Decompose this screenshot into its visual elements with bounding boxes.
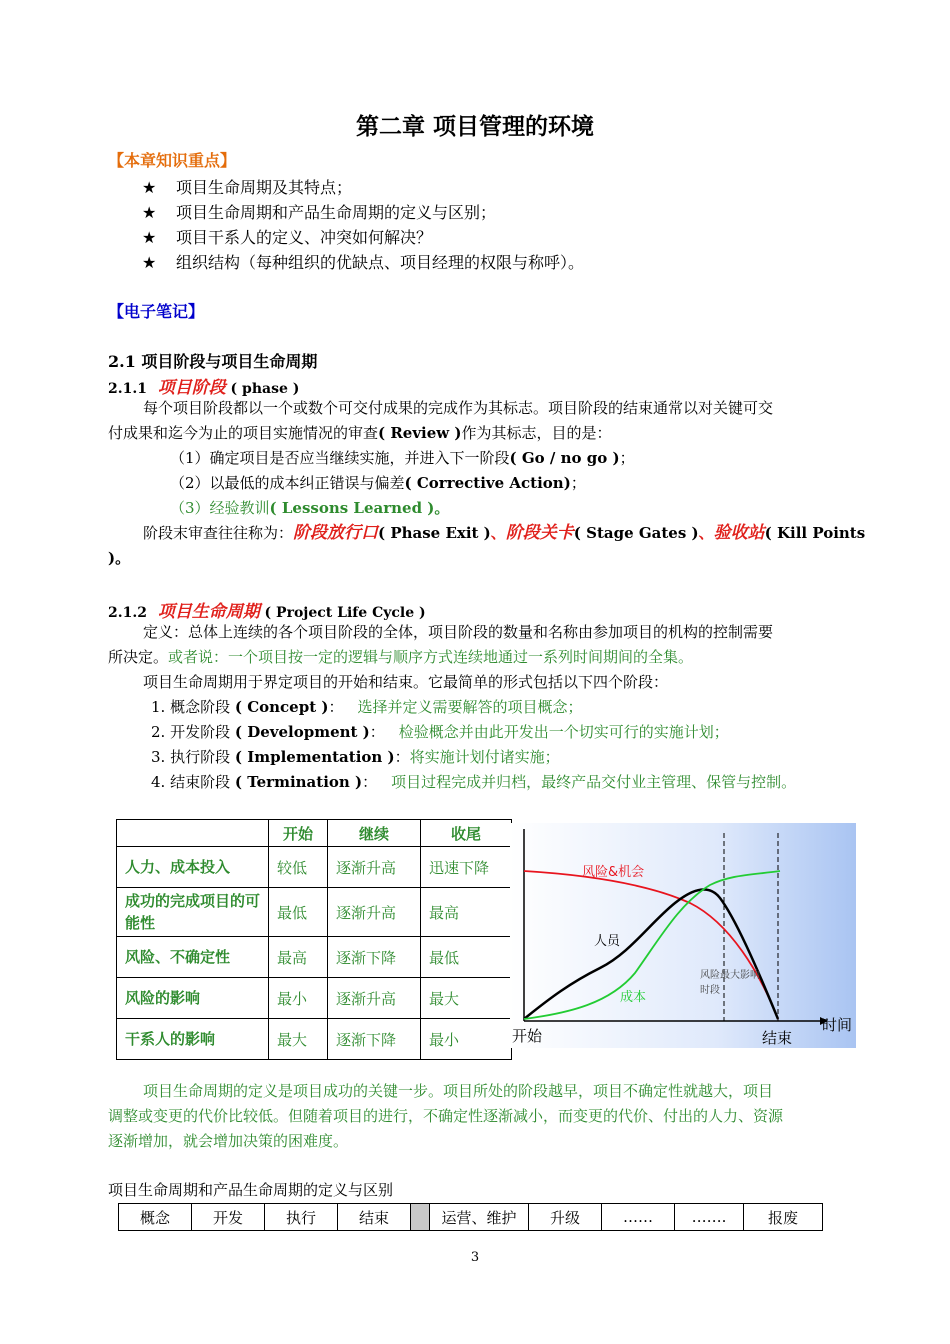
- lifecycle-def-line1: 定义：总体上连续的各个项目阶段的全体，项目阶段的数量和名称由参加项目的机构的控制需要: [143, 623, 774, 641]
- page-title: 第二章 项目管理的环境: [355, 114, 594, 140]
- phase-cell: 概念: [119, 1204, 192, 1231]
- phase-cell: 运营、维护: [430, 1204, 529, 1231]
- stage-item: 4. 结束阶段 ( Termination )： 项目过程完成并归档，最终产品交付业主管理、保管与控制。: [151, 773, 797, 791]
- section-2-1-1-heading: 2.1.1 项目阶段 ( phase ): [108, 378, 300, 398]
- closing-line1: 项目生命周期的定义是项目成功的关键一步。项目所处的阶段越早，项目不确定性就越大，项目: [143, 1082, 774, 1100]
- stage-item: 3. 执行阶段 ( Implementation )：将实施计划付诸实施；: [151, 748, 560, 766]
- lifecycle-curve-chart: [510, 823, 856, 1048]
- key-points-heading: 【本章知识重点】: [108, 151, 237, 170]
- lifecycle-def-line2: 所决定。或者说：一个项目按一定的逻辑与顺序方式连续地通过一系列时间期间的全集。: [108, 648, 694, 666]
- star-icon: ★: [142, 178, 157, 197]
- risk-max-label-2: 时段: [700, 985, 720, 996]
- end-label: 结束: [762, 1029, 793, 1047]
- purpose-item-1: （1）确定项目是否应当继续实施，并进入下一阶段( Go / no go )；: [170, 449, 635, 467]
- stage-item: 2. 开发阶段 ( Development )： 检验概念并由此开发出一个切实可行的实施计划；: [151, 723, 729, 741]
- stage-item: 1. 概念阶段 ( Concept )： 选择并定义需要解答的项目概念；: [151, 698, 583, 716]
- notes-heading: 【电子笔记】: [108, 302, 205, 321]
- table-row: [119, 1204, 823, 1231]
- para-phase-line2: 付成果和迄今为止的项目实施情况的审查( Review )作为其标志，目的是：: [108, 424, 612, 442]
- purpose-item-3: （3）经验教训( Lessons Learned )。: [170, 499, 450, 517]
- risk-max-label: 风险最大影响: [700, 970, 760, 981]
- section-2-1-heading: 2.1 项目阶段与项目生命周期: [108, 352, 318, 371]
- table-row: 干系人的影响 最大 逐渐下降 最小: [117, 1019, 512, 1060]
- phase-cell: 结束: [338, 1204, 411, 1231]
- table-row: 成功的完成项目的可能性 最低 逐渐升高 最高: [117, 888, 512, 937]
- review-names-line: 阶段末审查往往称为：阶段放行口( Phase Exit )、阶段关卡( Stage Gates )、验收站( Kill Points: [143, 523, 866, 543]
- staff-label: 人员: [594, 934, 621, 949]
- risk-label: 风险&机会: [582, 865, 645, 880]
- closing-line2: 调整或变更的代价比较低。但随着项目的进行，不确定性逐渐减小，而变更的代价、付出的人力、资源: [108, 1107, 784, 1125]
- phase-cell: …….: [675, 1204, 744, 1231]
- cost-label: 成本: [620, 990, 647, 1005]
- star-icon: ★: [142, 203, 157, 222]
- key-point-item: [142, 200, 496, 223]
- table-header-cell: 开始: [269, 820, 328, 847]
- compare-caption: 项目生命周期和产品生命周期的定义与区别: [108, 1181, 394, 1199]
- table-row: 人力、成本投入 较低 逐渐升高 迅速下降: [117, 847, 512, 888]
- page-number: 3: [470, 1250, 480, 1265]
- key-point-text: 项目干系人的定义、冲突如何解决？: [176, 228, 433, 247]
- key-point-item: [142, 225, 432, 248]
- key-point-text: 组织结构（每种组织的优缺点、项目经理的权限与称呼）。: [176, 253, 585, 272]
- lifecycle-usage: 项目生命周期用于界定项目的开始和结束。它最简单的形式包括以下四个阶段：: [143, 673, 669, 691]
- product-lifecycle-table: [118, 1203, 823, 1231]
- phase-cell: 执行: [265, 1204, 338, 1231]
- key-point-text: 项目生命周期及其特点；: [176, 178, 353, 197]
- closing-line3: 逐渐增加，就会增加决策的困难度。: [108, 1132, 349, 1150]
- key-point-item: [142, 250, 584, 273]
- star-icon: ★: [142, 253, 157, 272]
- review-names-end: )。: [108, 549, 131, 567]
- phase-cell: 报废: [744, 1204, 823, 1231]
- star-icon: ★: [142, 228, 157, 247]
- lifecycle-characteristics-table: [116, 819, 512, 1060]
- table-row: 风险、不确定性 最高 逐渐下降 最低: [117, 937, 512, 978]
- phase-cell: 开发: [192, 1204, 265, 1231]
- key-point-text: 项目生命周期和产品生命周期的定义与区别；: [176, 203, 497, 222]
- phase-cell: ……: [602, 1204, 675, 1231]
- time-label: 时间: [822, 1016, 853, 1034]
- chart-background: [510, 823, 856, 1048]
- key-point-item: [142, 175, 352, 198]
- purpose-item-2: （2）以最低的成本纠正错误与偏差( Corrective Action)；: [170, 474, 586, 492]
- table-header-cell: [117, 820, 269, 847]
- para-phase-line1: 每个项目阶段都以一个或数个可交付成果的完成作为其标志。项目阶段的结束通常以对关键可交: [143, 399, 774, 417]
- table-header-cell: 继续: [328, 820, 421, 847]
- section-2-1-2-heading: 2.1.2 项目生命周期 ( Project Life Cycle ): [108, 602, 426, 622]
- start-label: 开始: [512, 1027, 543, 1045]
- table-header-cell: 收尾: [421, 820, 512, 847]
- phase-cell: 升级: [529, 1204, 602, 1231]
- phase-divider-cell: [411, 1204, 430, 1231]
- table-row: 风险的影响 最小 逐渐升高 最大: [117, 978, 512, 1019]
